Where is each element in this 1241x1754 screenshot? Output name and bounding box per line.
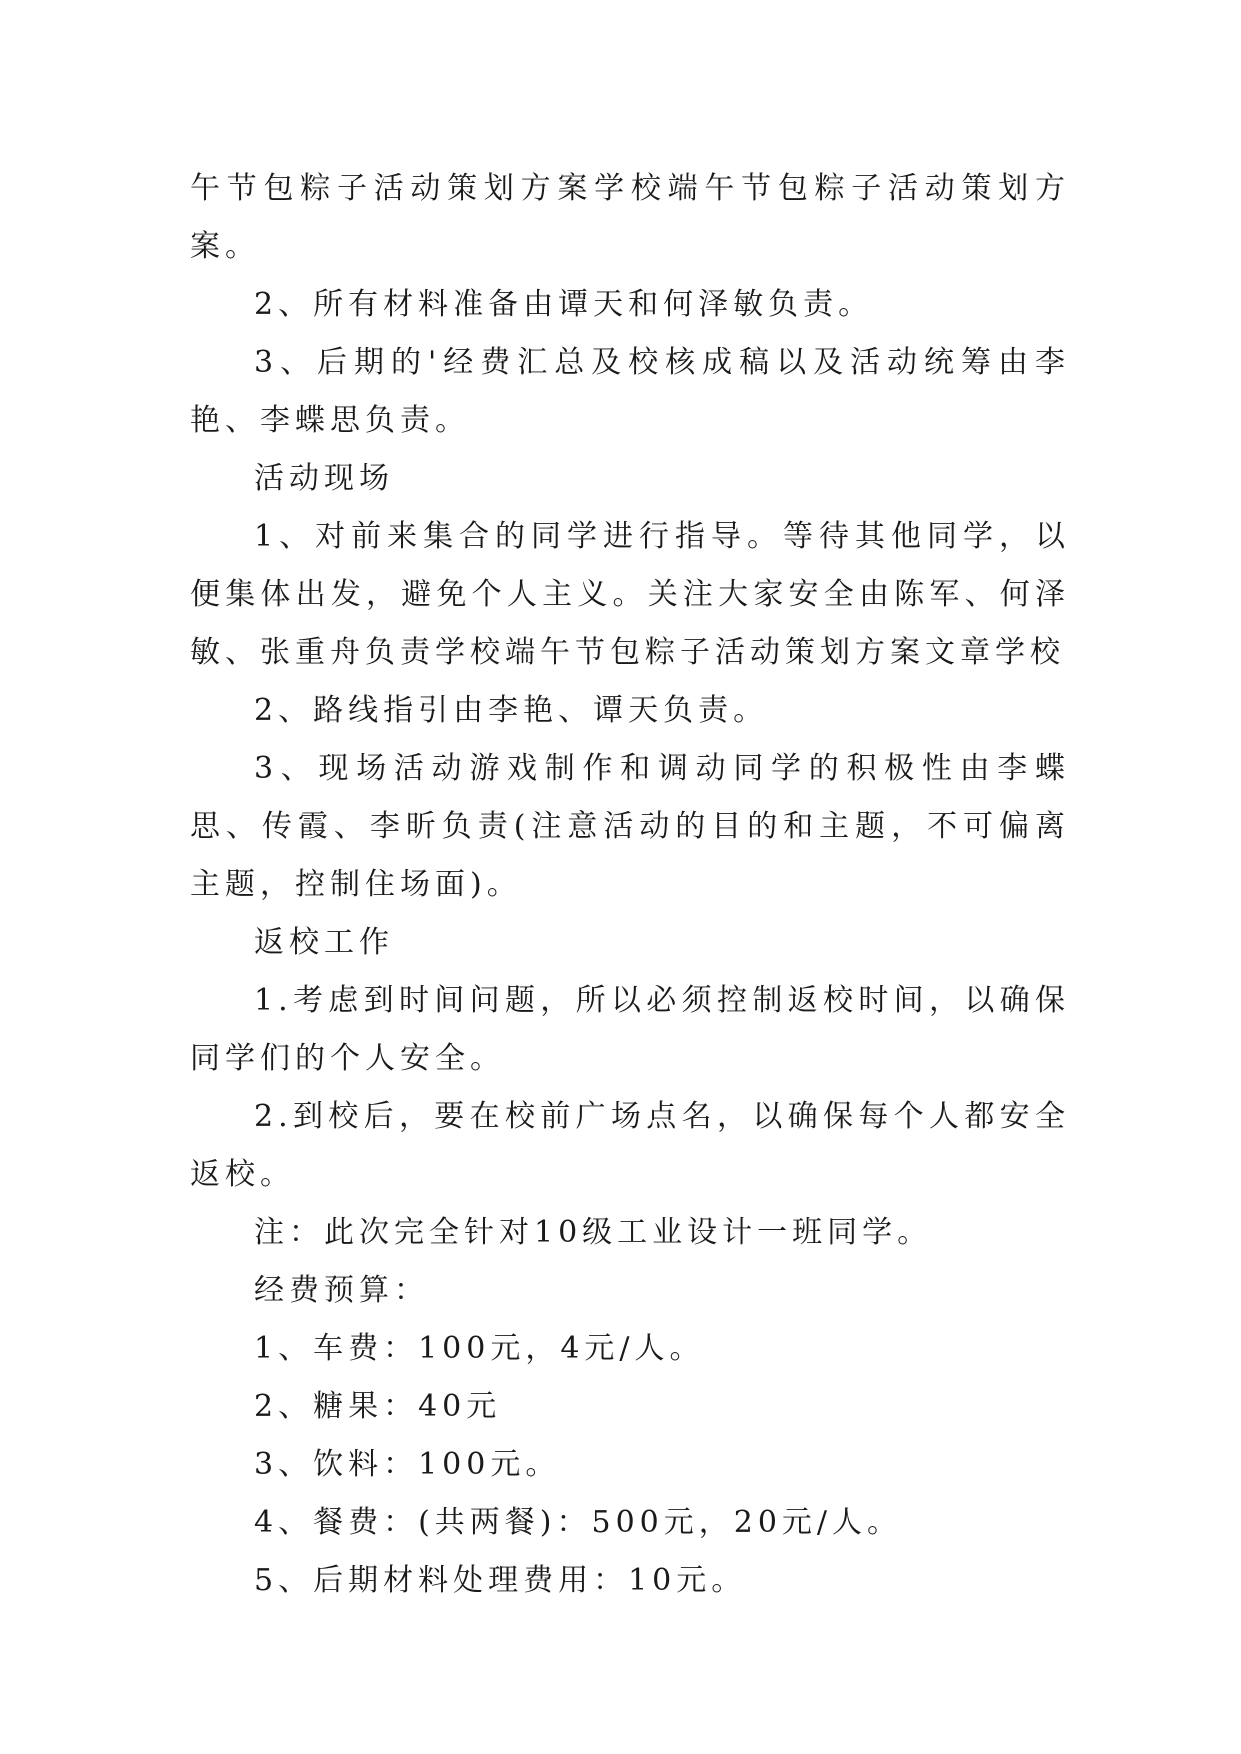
budget-item: 5、后期材料处理费用：10元。 [254,1563,747,1598]
section-heading: 经费预算： [254,1273,429,1308]
paragraph: 2、路线指引由李艳、谭天负责。 [254,693,769,728]
paragraph: 2、所有材料准备由谭天和何泽敏负责。 [254,287,874,322]
section-heading: 活动现场 [254,461,394,496]
paragraph: 3、后期的'经费汇总及校核成稿以及活动统筹由李艳、李蝶思负责。 [190,345,1070,438]
note-paragraph: 注：此次完全针对10级工业设计一班同学。 [254,1215,933,1250]
section-heading: 返校工作 [254,925,394,960]
budget-item: 4、餐费：(共两餐)：500元，20元/人。 [254,1505,903,1540]
paragraph: 午节包粽子活动策划方案学校端午节包粽子活动策划方案。 [190,171,1070,264]
paragraph: 3、现场活动游戏制作和调动同学的积极性由李蝶思、传霞、李昕负责(注意活动的目的和主题，不可偏离主题，控制住场面)。 [190,751,1070,902]
paragraph: 2.到校后，要在校前广场点名，以确保每个人都安全返校。 [190,1099,1070,1192]
budget-item: 3、饮料：100元。 [254,1447,561,1482]
paragraph: 1.考虑到时间问题，所以必须控制返校时间，以确保同学们的个人安全。 [190,983,1070,1076]
document-body [190,160,1070,1610]
budget-item: 2、糖果：40元 [254,1389,502,1424]
paragraph: 1、对前来集合的同学进行指导。等待其他同学，以便集体出发，避免个人主义。关注大家安全由陈军、何泽敏、张重舟负责学校端午节包粽子活动策划方案文章学校 [190,519,1070,670]
budget-item: 1、车费：100元，4元/人。 [254,1331,705,1366]
